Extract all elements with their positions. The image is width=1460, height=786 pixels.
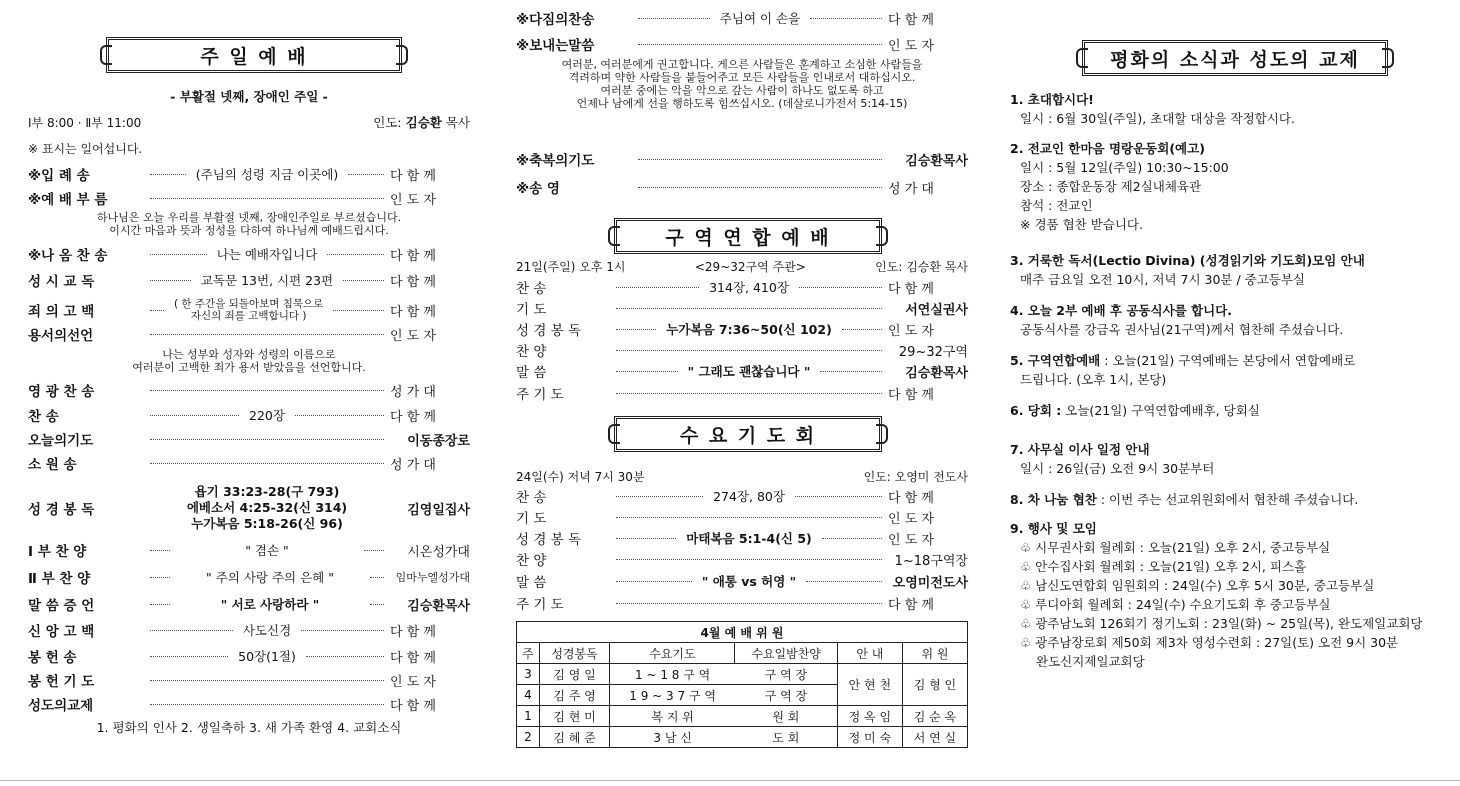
district-item: 기 도 서연실권사	[516, 302, 968, 318]
order-item: 신 앙 고 백 사도신경 다 함 께	[28, 623, 436, 640]
stand-note: ※ 표시는 일어섭니다.	[28, 142, 143, 156]
district-title-banner: 구 역 연 합 예 배	[614, 218, 882, 254]
leader-prefix: 인도:	[373, 115, 402, 130]
order-item: Ⅱ 부 찬 양 " 주의 사랑 주의 은혜 " 임마누엘성가대	[28, 570, 470, 587]
table-row: 3 김 영 일 1 ~ 1 8 구 역 구 역 장 안 현 천 김 형 인	[517, 664, 968, 685]
pardon-note: 나는 성부와 성자와 성령의 이름으로 여러분이 고백한 죄가 용서 받았음을 선언합니다.	[132, 348, 366, 374]
wednesday-item: 찬 양 1~18구역장	[516, 553, 968, 569]
bottom-rule	[0, 780, 1460, 781]
worship-title: 주 일 예 배	[200, 45, 308, 68]
news-section: 4. 오늘 2부 예배 후 공동식사를 합니다. 공동식사를 강금옥 권사님(21구역)께서 협찬해 주셨습니다.	[1010, 303, 1344, 337]
order-item: 소 원 송 성 가 대	[28, 457, 436, 473]
worship-times-row	[28, 112, 470, 132]
duty-title: 4월 예 배 위 원	[517, 622, 968, 643]
news-section: 6. 당회 : 오늘(21일) 구역연합예배후, 당회실	[1010, 403, 1260, 418]
closing-item: ※보내는말씀 인 도 자	[516, 38, 934, 54]
district-item: 성 경 봉 독 누가복음 7:36~50(신 102) 인 도 자	[516, 322, 934, 339]
reading-3: 누가복음 5:18-26(신 96)	[191, 516, 343, 531]
fellowship-note: 1. 평화의 인사 2. 생일축하 3. 새 가족 환영 4. 교회소식	[96, 720, 402, 735]
news-title-banner	[1082, 40, 1388, 76]
closing-item: ※다짐의찬송 주님여 이 손을 다 함 께	[516, 11, 934, 28]
order-item-reading: 성 경 봉 독 욥기 33:23-28(구 793) 에베소서 4:25-32(신 314) 누가복음 5:18-26(신 96) 김영일집사	[28, 484, 470, 531]
worship-title-banner	[106, 37, 402, 73]
wednesday-item: 말 씀 " 애통 vs 허영 " 오영미전도사	[516, 574, 969, 591]
order-item: 죄 의 고 백 ( 한 주간을 되돌아보며 침묵으로 자신의 죄를 고백합니다 ) 다 함 께	[28, 298, 436, 322]
sending-note: 여러분, 여러분에게 권고합니다. 게으른 사람들은 훈계하고 소심한 사람들을 격려하며 약한 사람들을 붙들어주고 모든 사람들을 인내로서 대하십시오. 여러분 중에는 악을 악으로 갚는 사람이 하나도 없도록 하고 언제나 남에게 선을 행하도록 힘쓰십시오. (데살로니가전서 5:14-15)	[561, 58, 923, 110]
district-item: 찬 송 314장, 410장 다 함 께	[516, 280, 934, 297]
district-item: 찬 양 29~32구역	[516, 344, 968, 360]
reading-1: 욥기 33:23-28(구 793)	[194, 484, 340, 499]
reading-2: 에베소서 4:25-32(신 314)	[186, 500, 348, 515]
duty-header: 주 성경봉독 수요기도 수요일밤찬양 안 내 위 원	[517, 643, 968, 664]
leader-name: 김승환	[405, 115, 442, 130]
news-section: 5. 구역연합예배 : 오늘(21일) 구역예배는 본당에서 연합예배로 드립니다. (오후 1시, 본당)	[1010, 353, 1356, 387]
leader-role: 목사	[445, 115, 470, 130]
wednesday-item: 주 기 도 다 함 께	[516, 597, 934, 613]
order-item: 성 시 교 독 교독문 13번, 시편 23편 다 함 께	[28, 273, 436, 290]
district-item: 주 기 도 다 함 께	[516, 387, 934, 403]
wednesday-item: 성 경 봉 독 마태복음 5:1-4(신 5) 인 도 자	[516, 531, 934, 548]
closing-item: ※축복의기도 김승환목사	[516, 153, 968, 169]
worship-times: Ⅰ부 8:00 · Ⅱ부 11:00	[28, 115, 142, 130]
wednesday-item: 찬 송 274장, 80장 다 함 께	[516, 489, 934, 506]
duty-table	[516, 621, 968, 748]
order-item: 용서의선언 인 도 자	[28, 328, 436, 344]
order-item: Ⅰ 부 찬 양 " 겸손 " 시온성가대	[28, 543, 470, 560]
news-section: 7. 사무실 이사 일정 안내 일시 : 26일(금) 오전 9시 30분부터	[1010, 442, 1215, 476]
wednesday-item: 기 도 인 도 자	[516, 511, 934, 527]
news-section: 8. 차 나눔 협찬 : 이번 주는 선교위원회에서 협찬해 주셨습니다.	[1010, 492, 1359, 507]
order-item: ※예 배 부 름 인 도 자	[28, 192, 436, 208]
district-info: 21일(주일) 오후 1시 <29~32구역 주관> 인도: 김승환 목사	[516, 259, 968, 274]
news-section: 2. 전교인 한마음 명랑운동회(예고) 일시 : 5월 12일(주일) 10:30~15:00 장소 : 종합운동장 제2실내체육관 참석 : 전교인 ※ 경품 협찬 받습니다.	[1010, 141, 1229, 232]
news-section: 9. 행사 및 모임 ♧ 시무권사회 월례회 : 오늘(21일) 오후 2시, 중고등부실 ♧ 안수집사회 월례회 : 오늘(21일) 오후 2시, 피스홀 ♧ 남신도연합회 임원회의 : 24일(수) 오후 5시 30분, 중고등부실 ♧ 루디아회 월례회 : 24일(수) 수요기도회 후 중고등부실 ♧ 광주남노회 126회기 정기노회 : 23일(화) ~ 25일(목), 완도제일교회당 ♧ 광주남장로회 제50회 제3차 영성수련회 : 27일(토) 오전 9시 30분 완도신지제일교회당	[1010, 521, 1423, 669]
worship-subtitle: - 부활절 넷째, 장애인 주일 -	[170, 89, 328, 104]
wednesday-info: 24일(수) 저녁 7시 30분 인도: 오영미 전도사	[516, 469, 968, 484]
order-item: 찬 송 220장 다 함 께	[28, 408, 436, 425]
news-title: 평화의 소식과 성도의 교제	[1110, 48, 1360, 71]
table-row: 4 김 주 영 1 9 ~ 3 7 구 역 구 역 장	[517, 685, 968, 706]
news-section: 3. 거룩한 독서(Lectio Divina) (성경읽기와 기도회)모임 안내 매주 금요일 오전 10시, 저녁 7시 30분 / 중고등부실	[1010, 253, 1365, 287]
table-row: 2 김 혜 준 3 남 신 도 회 정 미 숙 서 연 실	[517, 727, 968, 748]
district-item: 말 씀 " 그래도 괜찮습니다 " 김승환목사	[516, 364, 968, 381]
order-item: 영 광 찬 송 성 가 대	[28, 384, 436, 400]
order-item: 봉 헌 송 50장(1절) 다 함 께	[28, 649, 436, 666]
order-item: ※입 례 송 (주님의 성령 지금 이곳에) 다 함 께	[28, 167, 436, 184]
order-item: 성도의교제 다 함 께	[28, 698, 436, 714]
order-item: 말 씀 증 언 " 서로 사랑하라 " 김승환목사	[28, 597, 470, 614]
order-item: 오늘의기도 이동종장로	[28, 433, 470, 449]
news-section: 1. 초대합시다! 일시 : 6월 30일(주일), 초대할 대상을 작정합시다.	[1010, 92, 1295, 126]
closing-item: ※송 영 성 가 대	[516, 181, 934, 197]
call-note: 하나님은 오늘 우리를 부활절 넷째, 장애인주일로 부르셨습니다. 이시간 마음과 뜻과 정성을 다하여 하나님께 예배드립시다.	[96, 211, 402, 237]
order-item: ※나 옴 찬 송 나는 예배자입니다 다 함 께	[28, 247, 436, 264]
table-row: 1 김 현 미 복 지 위 원 회 정 옥 임 김 순 옥	[517, 706, 968, 727]
wednesday-title-banner: 수 요 기 도 회	[614, 416, 882, 452]
order-item: 봉 헌 기 도 인 도 자	[28, 674, 436, 690]
